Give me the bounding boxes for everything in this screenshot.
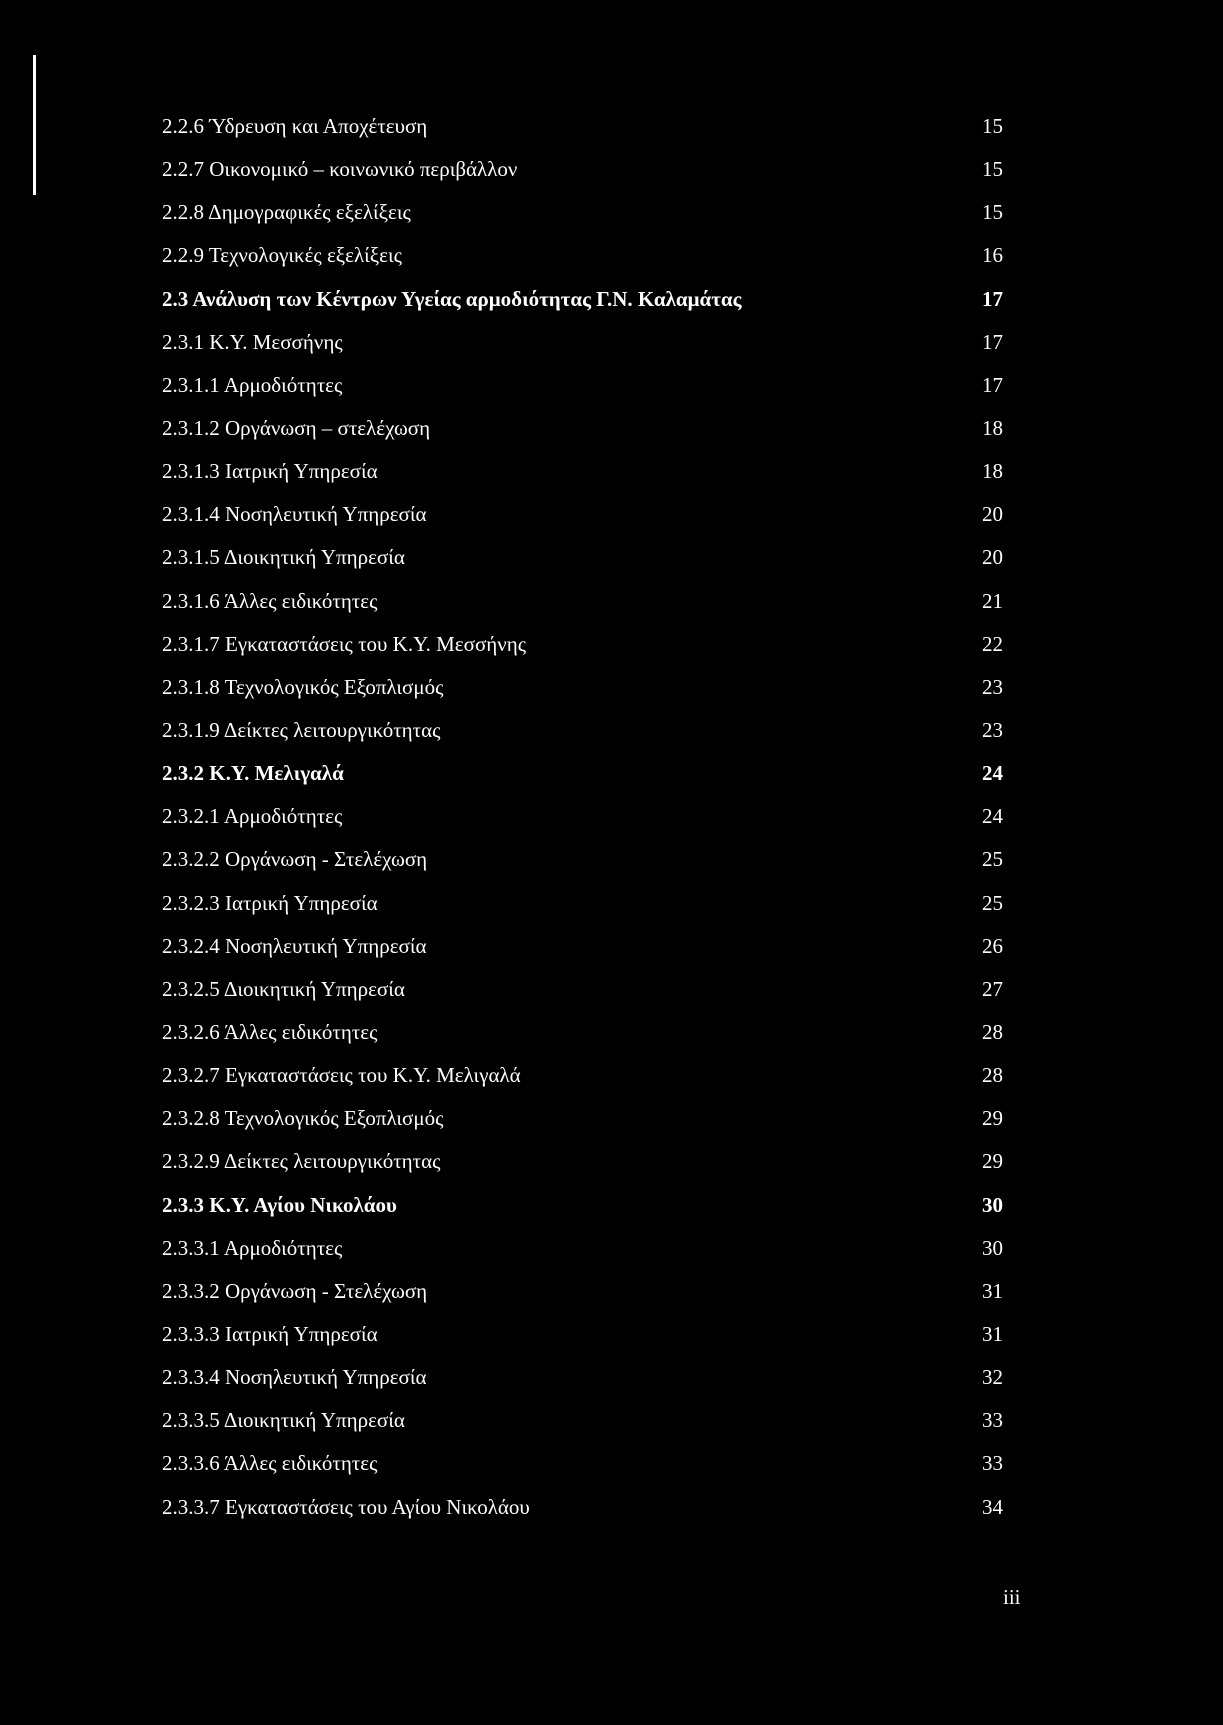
toc-entry[interactable] [162, 838, 1008, 881]
toc-entry-title: 2.3.2.3 Ιατρική Υπηρεσία [162, 890, 378, 915]
toc-entry[interactable] [162, 623, 1008, 666]
toc-entry-title: 2.3.2.6 Άλλες ειδικότητες [162, 1019, 378, 1044]
toc-entry-page: 20 [982, 502, 1003, 527]
toc-entry-title: 2.3.1.9 Δείκτες λειτουργικότητας [162, 717, 441, 742]
toc-entry[interactable] [162, 1486, 1008, 1529]
toc-entry-title: 2.3.2.5 Διοικητική Υπηρεσία [162, 976, 405, 1001]
toc-entry[interactable] [162, 968, 1008, 1011]
toc-entry-page: 24 [982, 761, 1003, 786]
toc-entry[interactable] [162, 278, 1008, 321]
toc-entry-title: 2.2.8 Δημογραφικές εξελίξεις [162, 200, 411, 225]
toc-entry-title: 2.3.3.4 Νοσηλευτική Υπηρεσία [162, 1365, 427, 1390]
toc-entry-page: 25 [982, 847, 1003, 872]
toc-entry-page: 17 [982, 372, 1003, 397]
toc-entry-page: 18 [982, 459, 1003, 484]
toc-entry-page: 23 [982, 717, 1003, 742]
page-number: iii [1003, 1585, 1021, 1609]
toc-entry-title: 2.3.1.2 Οργάνωση – στελέχωση [162, 415, 431, 440]
toc-entry-title: 2.3.3.6 Άλλες ειδικότητες [162, 1451, 378, 1476]
toc-entry-page: 28 [982, 1019, 1003, 1044]
toc-entry-page: 28 [982, 1063, 1003, 1088]
toc-entry[interactable] [162, 1140, 1008, 1183]
toc-entry[interactable] [162, 1442, 1008, 1485]
toc-entry-page: 21 [982, 588, 1003, 613]
toc-entry[interactable] [162, 925, 1008, 968]
toc-entry[interactable] [162, 666, 1008, 709]
toc-entry[interactable] [162, 1227, 1008, 1270]
toc-entry-title: 2.3.3.2 Οργάνωση - Στελέχωση [162, 1278, 428, 1303]
toc-entry-title: 2.3.1.7 Εγκαταστάσεις του Κ.Υ. Μεσσήνης [162, 631, 527, 656]
toc-entry-title: 2.3.1.3 Ιατρική Υπηρεσία [162, 459, 378, 484]
toc-entry-page: 15 [982, 200, 1003, 225]
toc-entry-title: 2.3.2.1 Αρμοδιότητες [162, 804, 343, 829]
margin-rule [33, 55, 36, 195]
toc-entry[interactable] [162, 148, 1008, 191]
toc-entry[interactable] [162, 882, 1008, 925]
toc-entry[interactable] [162, 1356, 1008, 1399]
toc-entry-title: 2.3.1.4 Νοσηλευτική Υπηρεσία [162, 502, 427, 527]
toc-entry[interactable] [162, 234, 1008, 277]
toc-entry-title: 2.3.1.6 Άλλες ειδικότητες [162, 588, 378, 613]
toc-entry-page: 27 [982, 976, 1003, 1001]
toc-entry-page: 26 [982, 933, 1003, 958]
toc-entry-title: 2.2.6 Ύδρευση και Αποχέτευση [162, 114, 428, 138]
toc-entry-title: 2.3.2.9 Δείκτες λειτουργικότητας [162, 1149, 441, 1174]
toc-entry-title: 2.3.3.5 Διοικητική Υπηρεσία [162, 1408, 405, 1433]
toc-entry[interactable] [162, 493, 1008, 536]
toc-entry-title: 2.3.3.1 Αρμοδιότητες [162, 1235, 343, 1260]
toc-entry-title: 2.3 Ανάλυση των Κέντρων Υγείας αρμοδιότητας Γ.Ν. Καλαμάτας [162, 286, 742, 311]
toc-entry[interactable] [162, 364, 1008, 407]
toc-entry-page: 33 [982, 1408, 1003, 1433]
toc-entry-page: 29 [982, 1106, 1003, 1131]
toc-entry-title: 2.3.2.4 Νοσηλευτική Υπηρεσία [162, 933, 427, 958]
toc-entry-title: 2.2.9 Τεχνολογικές εξελίξεις [162, 243, 402, 268]
toc-entry[interactable] [162, 1270, 1008, 1313]
toc-entry-title: 2.3.2.7 Εγκαταστάσεις του Κ.Υ. Μελιγαλά [162, 1063, 521, 1088]
toc-entry[interactable] [162, 795, 1008, 838]
toc-entry[interactable] [162, 1184, 1008, 1227]
toc-entry-title: 2.3.1.5 Διοικητική Υπηρεσία [162, 545, 405, 570]
toc-entry-title: 2.3.2.8 Τεχνολογικός Εξοπλισμός [162, 1106, 444, 1131]
toc-entry-page: 24 [982, 804, 1003, 829]
toc-entry[interactable] [162, 1011, 1008, 1054]
toc-entry-page: 15 [982, 157, 1003, 182]
toc-entry-page: 33 [982, 1451, 1003, 1476]
toc-entry-page: 17 [982, 329, 1003, 354]
toc-entry[interactable] [162, 752, 1008, 795]
toc-entry-title: 2.3.3 Κ.Υ. Αγίου Νικολάου [162, 1192, 397, 1217]
toc-entry-page: 30 [982, 1235, 1003, 1260]
toc-entry-title: 2.3.2 Κ.Υ. Μελιγαλά [162, 761, 344, 786]
toc-entry[interactable] [162, 580, 1008, 623]
toc-entry[interactable] [162, 450, 1008, 493]
toc-entry-title: 2.3.2.2 Οργάνωση - Στελέχωση [162, 847, 428, 872]
toc-entry[interactable] [162, 105, 1008, 148]
toc-entry-page: 30 [982, 1192, 1003, 1217]
toc-entry[interactable] [162, 1313, 1008, 1356]
toc-entry-title: 2.3.1.8 Τεχνολογικός Εξοπλισμός [162, 674, 444, 699]
toc-entry[interactable] [162, 536, 1008, 579]
toc-entry-page: 34 [982, 1494, 1003, 1519]
toc-entry[interactable] [162, 1097, 1008, 1140]
toc-entry-page: 20 [982, 545, 1003, 570]
toc-entry-page: 16 [982, 243, 1003, 268]
toc-entry-page: 32 [982, 1365, 1003, 1390]
toc-entry-title: 2.3.3.7 Εγκαταστάσεις του Αγίου Νικολάου [162, 1494, 530, 1519]
toc-entry[interactable] [162, 709, 1008, 752]
toc-entry-title: 2.3.1.1 Αρμοδιότητες [162, 372, 343, 397]
toc-entry[interactable] [162, 191, 1008, 234]
toc-entry-page: 17 [982, 286, 1003, 311]
toc-entry[interactable] [162, 321, 1008, 364]
toc-entry-page: 31 [982, 1321, 1003, 1346]
toc-entry-title: 2.3.1 Κ.Υ. Μεσσήνης [162, 329, 343, 354]
toc-entry-page: 23 [982, 674, 1003, 699]
toc-entry[interactable] [162, 1054, 1008, 1097]
toc-entry-title: 2.3.3.3 Ιατρική Υπηρεσία [162, 1321, 378, 1346]
toc-entry-page: 29 [982, 1149, 1003, 1174]
table-of-contents [162, 105, 1008, 1529]
toc-entry[interactable] [162, 1399, 1008, 1442]
toc-entry-page: 25 [982, 890, 1003, 915]
toc-entry-page: 15 [982, 114, 1003, 138]
toc-entry[interactable] [162, 407, 1008, 450]
toc-entry-page: 18 [982, 415, 1003, 440]
toc-entry-page: 31 [982, 1278, 1003, 1303]
toc-entry-page: 22 [982, 631, 1003, 656]
toc-entry-title: 2.2.7 Οικονομικό – κοινωνικό περιβάλλον [162, 157, 518, 182]
